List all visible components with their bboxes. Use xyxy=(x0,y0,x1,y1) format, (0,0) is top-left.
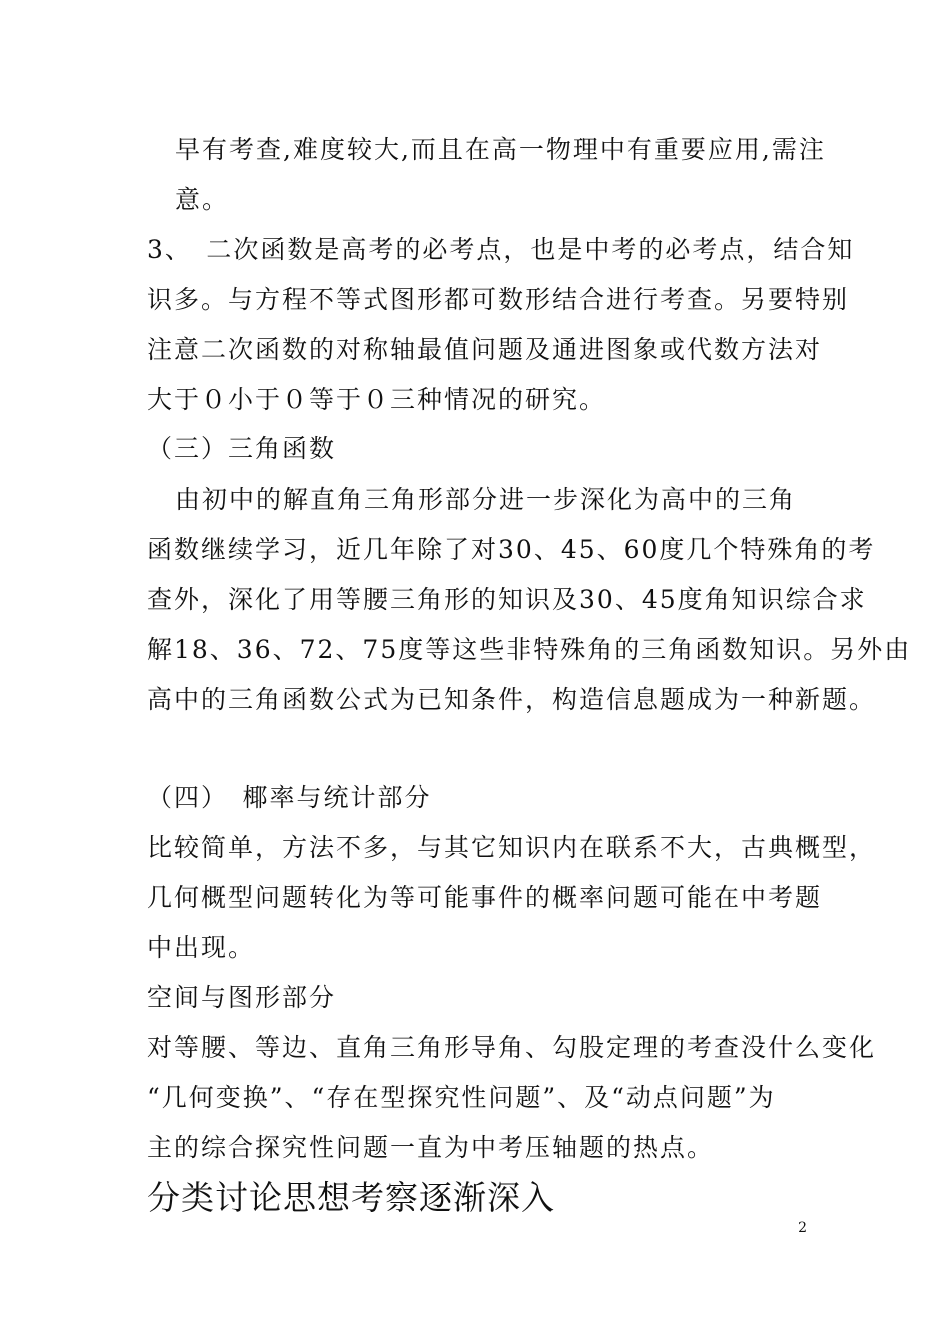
subsection-title-probability: （四） 椰率与统计部分 xyxy=(147,783,432,812)
paragraph-line: 几何概型问题转化为等可能事件的概率问题可能在中考题 xyxy=(147,883,823,912)
section-heading: 分类讨论思想考察逐渐深入 xyxy=(147,1178,555,1217)
paragraph-line: 解18、36、72、75度等这些非特殊角的三角函数知识。另外由 xyxy=(147,635,912,664)
paragraph-line: 比较简单，方法不多，与其它知识内在联系不大，古典概型， xyxy=(147,833,877,862)
paragraph-line: 识多。与方程不等式图形都可数形结合进行考查。另要特别 xyxy=(147,285,850,314)
paragraph-line: 注意二次函数的对称轴最值问题及通进图象或代数方法对 xyxy=(147,335,823,364)
paragraph-line: 意。 xyxy=(175,185,230,214)
paragraph-line: 大于０小于０等于０三种情况的研究。 xyxy=(147,385,607,414)
paragraph-line: 3、 二次函数是高考的必考点，也是中考的必考点，结合知 xyxy=(147,235,855,264)
paragraph-line: 函数继续学习，近几年除了对30、45、60度几个特殊角的考 xyxy=(147,535,876,564)
subsection-title-trig: （三）三角函数 xyxy=(147,434,337,463)
paragraph-line: 早有考查,难度较大,而且在高一物理中有重要应用,需注 xyxy=(175,135,826,164)
subsection-title-geometry: 空间与图形部分 xyxy=(147,983,337,1012)
paragraph-line: 查外，深化了用等腰三角形的知识及30、45度角知识综合求 xyxy=(147,585,867,614)
paragraph-line: 对等腰、等边、直角三角形导角、勾股定理的考查没什么变化 xyxy=(147,1033,877,1062)
paragraph-line: “几何变换”、“存在型探究性问题”、及“动点问题”为 xyxy=(147,1083,776,1112)
page-number: 2 xyxy=(798,1220,807,1236)
paragraph-line: 由初中的解直角三角形部分进一步深化为高中的三角 xyxy=(175,485,797,514)
paragraph-line: 高中的三角函数公式为已知条件，构造信息题成为一种新题。 xyxy=(147,685,877,714)
paragraph-line: 主的综合探究性问题一直为中考压轴题的热点。 xyxy=(147,1133,715,1162)
paragraph-line: 中出现。 xyxy=(147,933,256,962)
